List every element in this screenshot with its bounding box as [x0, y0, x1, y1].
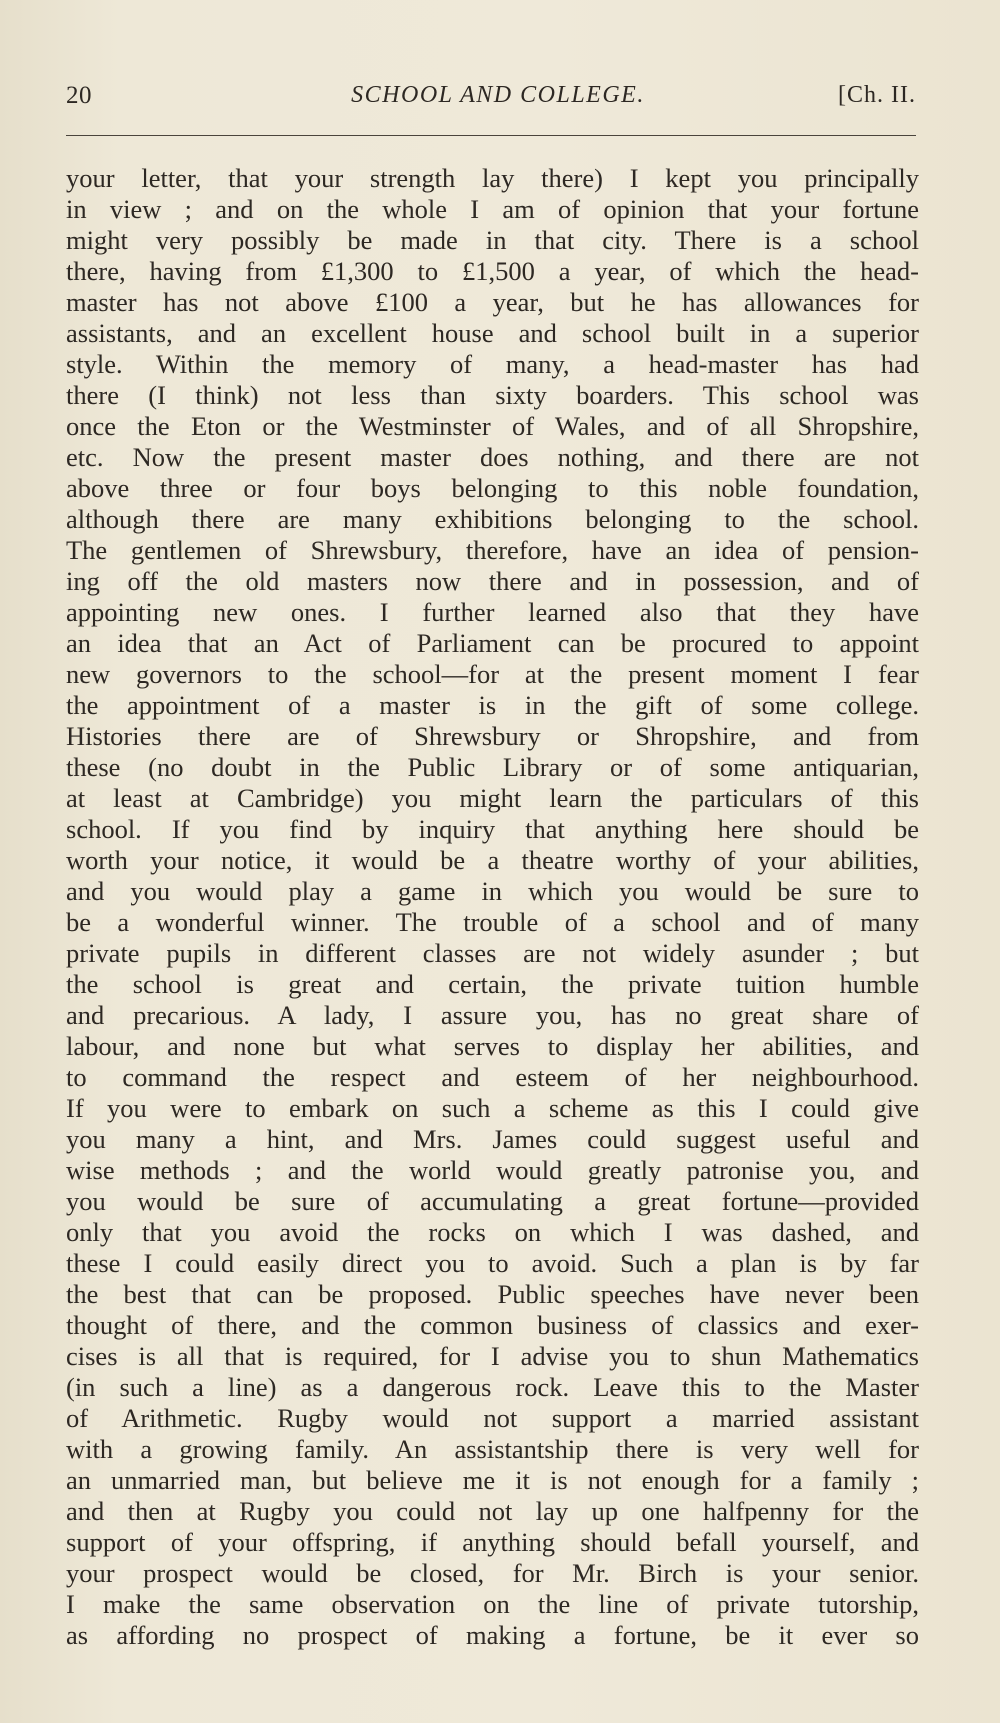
text-line: worth your notice, it would be a theatre worthy of your abilities,	[66, 845, 919, 875]
text-line: The gentlemen of Shrewsbury, therefore, have an idea of pension-	[66, 535, 919, 565]
text-line: cises is all that is required, for I advise you to shun Mathematics	[66, 1341, 919, 1371]
text-line: although there are many exhibitions belonging to the school.	[66, 504, 919, 534]
text-line: the appointment of a master is in the gift of some college.	[66, 690, 919, 720]
text-line: an unmarried man, but believe me it is not enough for a family ;	[66, 1465, 919, 1495]
text-line: the best that can be proposed. Public speeches have never been	[66, 1279, 919, 1309]
text-line: might very possibly be made in that city. There is a school	[66, 225, 919, 255]
text-line: in view ; and on the whole I am of opinion that your fortune	[66, 194, 919, 224]
text-line: school. If you find by inquiry that anything here should be	[66, 814, 919, 844]
text-line: private pupils in different classes are not widely asunder ; but	[66, 938, 919, 968]
text-line: be a wonderful winner. The trouble of a school and of many	[66, 907, 919, 937]
running-head	[66, 82, 916, 122]
text-line: etc. Now the present master does nothing, and there are not	[66, 442, 919, 472]
body-text	[66, 163, 919, 1651]
text-line: an idea that an Act of Parliament can be procured to appoint	[66, 628, 919, 658]
text-line: your letter, that your strength lay there) I kept you principally	[66, 163, 919, 193]
text-line: once the Eton or the Westminster of Wales, and of all Shropshire,	[66, 411, 919, 441]
text-line: you would be sure of accumulating a great fortune—provided	[66, 1186, 919, 1216]
text-line: ing off the old masters now there and in possession, and of	[66, 566, 919, 596]
text-line: at least at Cambridge) you might learn the particulars of this	[66, 783, 919, 813]
text-line: assistants, and an excellent house and school built in a superior	[66, 318, 919, 348]
text-line: as affording no prospect of making a fortune, be it ever so	[66, 1620, 919, 1650]
text-line: If you were to embark on such a scheme as this I could give	[66, 1093, 919, 1123]
text-line: thought of there, and the common business of classics and exer-	[66, 1310, 919, 1340]
header-rule	[66, 135, 916, 136]
text-line: with a growing family. An assistantship there is very well for	[66, 1434, 919, 1464]
text-line: and then at Rugby you could not lay up one halfpenny for the	[66, 1496, 919, 1526]
text-line: above three or four boys belonging to this noble foundation,	[66, 473, 919, 503]
text-line: you many a hint, and Mrs. James could suggest useful and	[66, 1124, 919, 1154]
text-line: there, having from £1,300 to £1,500 a year, of which the head-	[66, 256, 919, 286]
text-line: appointing new ones. I further learned also that they have	[66, 597, 919, 627]
text-line: labour, and none but what serves to display her abilities, and	[66, 1031, 919, 1061]
text-line: support of your offspring, if anything should befall yourself, and	[66, 1527, 919, 1557]
text-line: Histories there are of Shrewsbury or Shropshire, and from	[66, 721, 919, 751]
text-line: your prospect would be closed, for Mr. Birch is your senior.	[66, 1558, 919, 1588]
text-line: these (no doubt in the Public Library or of some antiquarian,	[66, 752, 919, 782]
text-line: and you would play a game in which you would be sure to	[66, 876, 919, 906]
text-line: wise methods ; and the world would greatly patronise you, and	[66, 1155, 919, 1185]
text-line: there (I think) not less than sixty boarders. This school was	[66, 380, 919, 410]
text-line: only that you avoid the rocks on which I was dashed, and	[66, 1217, 919, 1247]
text-line: (in such a line) as a dangerous rock. Leave this to the Master	[66, 1372, 919, 1402]
text-line: to command the respect and esteem of her neighbourhood.	[66, 1062, 919, 1092]
text-line: and precarious. A lady, I assure you, has no great share of	[66, 1000, 919, 1030]
text-line: master has not above £100 a year, but he has allowances for	[66, 287, 919, 317]
text-line: I make the same observation on the line of private tutorship,	[66, 1589, 919, 1619]
text-line: new governors to the school—for at the present moment I fear	[66, 659, 919, 689]
text-line: these I could easily direct you to avoid. Such a plan is by far	[66, 1248, 919, 1278]
chapter-label: [Ch. II.	[838, 82, 916, 108]
text-line: style. Within the memory of many, a head-master has had	[66, 349, 919, 379]
text-line: of Arithmetic. Rugby would not support a married assistant	[66, 1403, 919, 1433]
running-title: SCHOOL AND COLLEGE.	[351, 82, 645, 108]
page-number: 20	[66, 82, 92, 109]
text-line: the school is great and certain, the private tuition humble	[66, 969, 919, 999]
